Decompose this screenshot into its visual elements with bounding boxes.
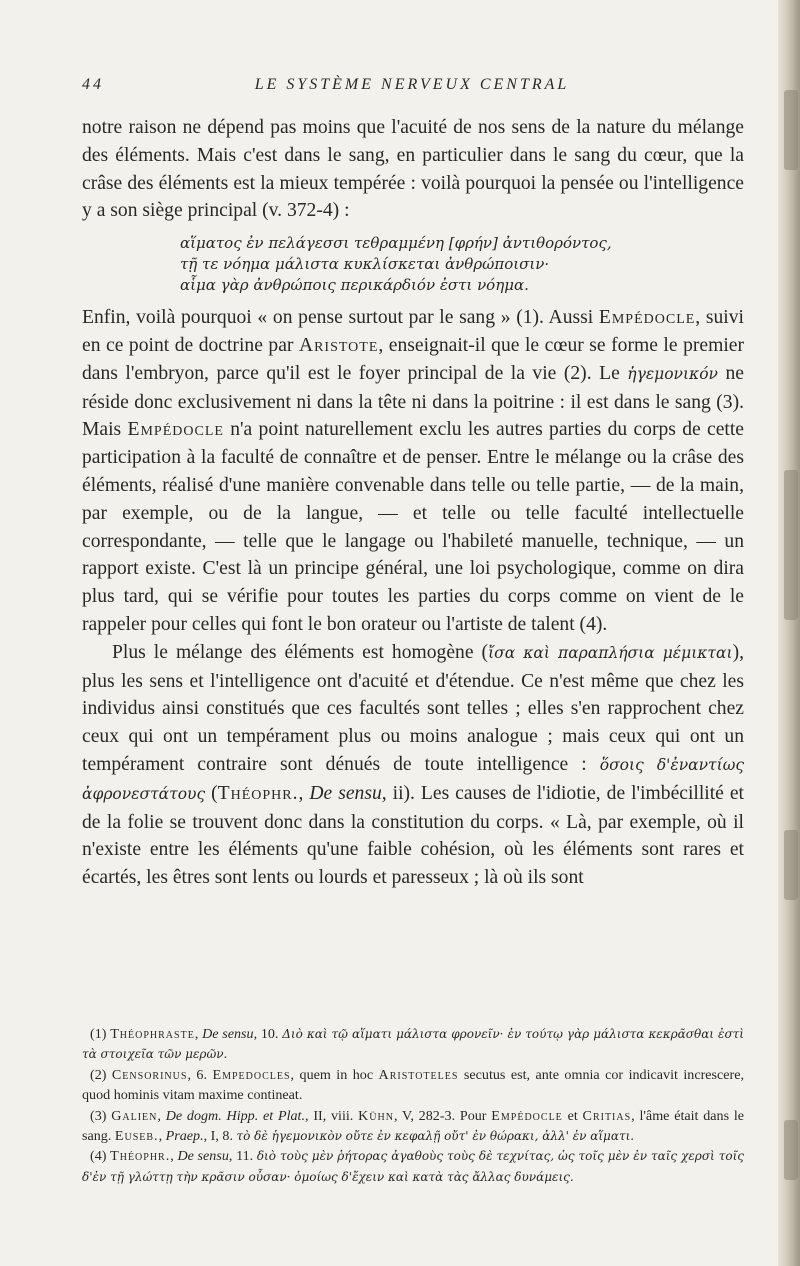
author-theophraste: Théophr.	[217, 782, 299, 804]
greek-verse-quote	[180, 233, 744, 296]
verse-line-1: αἵματος ἐν πελάγεσσι τεθραμμένη [φρήν] ἀντιθορόντος,	[180, 234, 612, 253]
verse-line-2: τῇ τε νόημα μάλιστα κυκλίσκεται ἀνθρώποισιν·	[180, 255, 550, 274]
footnotes	[82, 1024, 744, 1187]
author-empedocle: Empédocle	[598, 307, 696, 329]
greek-phrase: ὅσοις δ'ἐναντίως ἀφρονεστάτους	[82, 755, 745, 803]
running-header	[82, 76, 742, 98]
greek-term: ἡγεμονικόν	[627, 364, 718, 383]
main-text	[82, 114, 744, 892]
author-empedocle: Empédocle	[127, 419, 224, 441]
footnote-3: (3) Galien, De dogm. Hipp. et Plat., II, viii. Kühn, V, 282-3. Pour Empédocle et Critias, l'âme était dans le sang. Euseb., Praep., I, 8. τὸ δὲ ἡγεμονικὸν οὔτε ἐν κεφαλῇ οὔτ' ἐν θώρακι, ἀλλ' ἐν αἵματι.	[82, 1107, 745, 1145]
paragraph-2: Enfin, voilà pourquoi « on pense surtout par le sang » (1). Aussi Empédocle, suivi en ce point de doctrine par Aristote, enseignait-il que le cœur se forme le premier dans l'embryon, parce qu'il est le foyer principal de la vie (2). Le ἡγεμονικόν ne réside donc exclusivement ni dans la tête ni dans la poitrine : il est dans le sang (3). Mais Empédocle n'a point naturellement exclu les autres parties du corps de cette participation à la faculté de connaître et de penser. Entre le mélange ou la crâse des éléments, réalisé d'une manière convenable dans telle ou telle partie, — de la main, par exemple, ou de la langue, — et telle ou telle faculté intellectuelle correspondante, — telle que le langage ou l'habileté manuelle, technique, — un rapport existe. C'est là un principe général, une loi psychologique, comme on dira plus tard, qui se vérifie pour toutes les parties du corps comme on vient de le rappeler pour celles qui font le bon orateur ou l'artiste de talent (4).	[82, 307, 744, 635]
paragraph-1: notre raison ne dépend pas moins que l'acuité de nos sens de la nature du mélange des éléments. Mais c'est dans le sang, en particulier dans le sang du cœur, que la crâse des éléments est la mieux tempérée : voilà pourquoi la pensée ou l'intelligence y a son siège principal (v. 372-4) :	[82, 117, 744, 222]
page-edge-stain	[784, 90, 798, 170]
paragraph-3: Plus le mélange des éléments est homogène (ἴσα καὶ παραπλήσια μέμικται), plus les sens et l'intelligence ont d'acuité et d'étendue. Ce n'est même que chez les individus ainsi constitués que ces facultés sont telles ; elles s'en rapprochent chez ceux qui ont un tempérament plus ou moins analogue ; mais ceux qui ont un tempérament contraire sont dénués de toute intelligence : ὅσοις δ'ἐναντίως ἀφρονεστάτους (Théophr., De sensu, ii). Les causes de l'idiotie, de l'imbécillité et de la folie se trouvent donc dans la constitution du corps. « Là, par exemple, où il n'existe entre les éléments qu'une faible cohésion, où les éléments sont rares et écartés, les êtres sont lents ou lourds et paresseux ; là où ils sont	[82, 641, 745, 889]
footnote-2: (2) Censorinus, 6. Empedocles, quem in hoc Aristoteles secutus est, ante omnia cor indicavit increscere, quod hominis vitam maxime contineat.	[82, 1066, 745, 1104]
author-aristote: Aristote	[298, 334, 379, 356]
greek-phrase: ἴσα καὶ παραπλήσια μέμικται	[488, 643, 733, 662]
page-edge-shadow	[778, 0, 800, 1266]
page-edge-stain	[784, 830, 798, 900]
work-title: De sensu	[309, 782, 382, 804]
running-title: LE SYSTÈME NERVEUX CENTRAL	[254, 76, 570, 93]
page-edge-stain	[784, 470, 798, 620]
footnote-4: (4) Théophr., De sensu, 11. διὸ τοὺς μὲν ῥήτορας ἀγαθοὺς τοὺς δὲ τεχνίτας, ὡς τοῖς μὲν ἐν ταῖς χερσὶ τοῖς δ'ἐν τῇ γλώττῃ τὴν κρᾶσιν οὖσαν· ὁμοίως δ'ἔχειν καὶ κατὰ τὰς ἄλλας δυνάμεις.	[82, 1148, 744, 1184]
verse-line-3: αἷμα γὰρ ἀνθρώποις περικάρδιόν ἐστι νόημα.	[180, 276, 529, 295]
footnote-1: (1) Théophraste, De sensu, 10. Διὸ καὶ τῷ αἵματι μάλιστα φρονεῖν· ἐν τούτῳ γὰρ μάλιστα κεκρᾶσθαι ἐστὶ τὰ στοιχεῖα τῶν μερῶν.	[82, 1026, 745, 1062]
page-number: 44	[82, 76, 104, 93]
page-edge-stain	[784, 1120, 798, 1180]
